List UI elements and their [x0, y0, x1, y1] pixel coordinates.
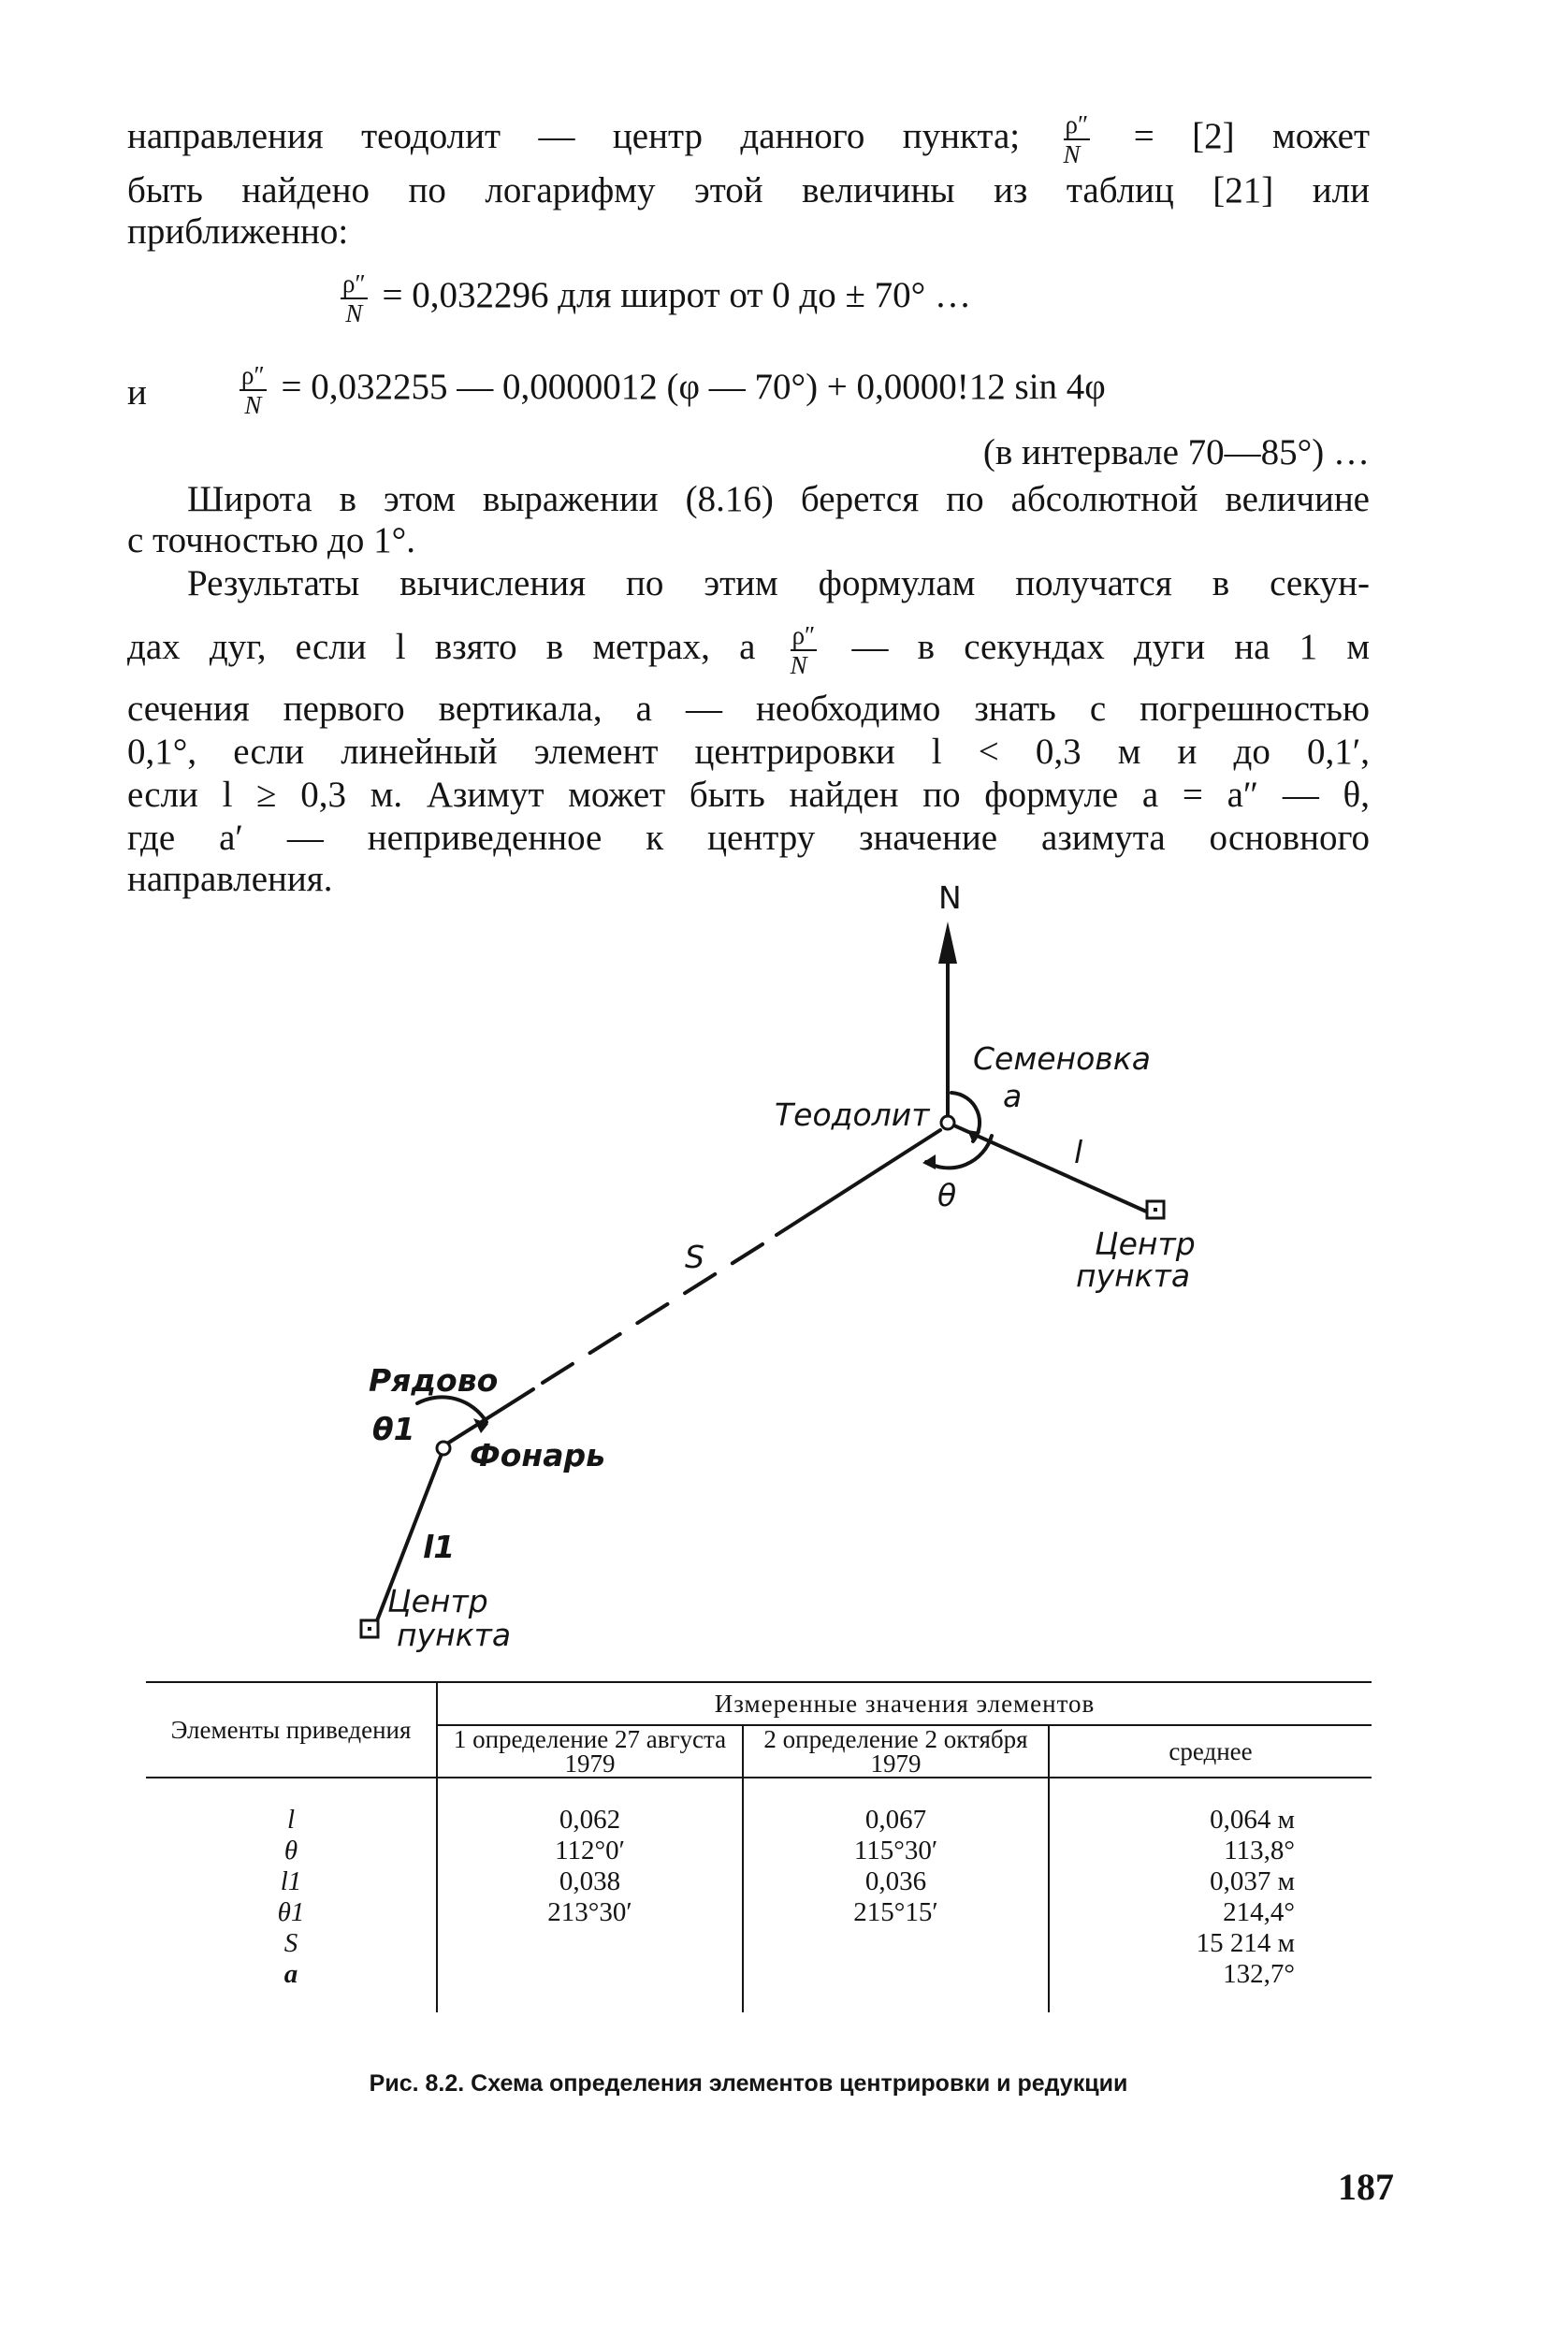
cell-mean: 0,064 м	[1210, 1805, 1295, 1835]
table-body	[146, 1778, 1372, 2012]
cell-def2	[743, 1959, 1049, 1990]
fraction-denominator: N	[244, 391, 262, 419]
fraction-numerator: ρ″	[1065, 110, 1089, 138]
cell-def1: 0,038	[437, 1866, 743, 1897]
cell-def1	[437, 1928, 743, 1959]
paragraph-2-line-3: сечения первого вертикала, a — необходимо знать с погрешностью	[127, 689, 1370, 729]
header-def2: 2 определение 2 октября 1979	[743, 1725, 1049, 1778]
table-row	[146, 1928, 1372, 1959]
s-label: S	[685, 1239, 704, 1275]
fraction-numerator: ρ″	[791, 621, 816, 649]
ryadovo-label: Рядово	[369, 1362, 499, 1399]
equation-text: = 0,032296 для широт от 0 до ± 70° …	[382, 274, 972, 315]
paragraph-2-line-1: Результаты вычисления по этим формулам получатся в секун-	[187, 563, 1370, 603]
equation-text: = 0,032255 — 0,0000012 (φ — 70°) + 0,0000!12 sin 4φ	[281, 366, 1106, 407]
center-label-1-line-1: Центр	[1095, 1226, 1196, 1262]
cell-element: a	[146, 1959, 437, 1990]
fraction-numerator: ρ″	[241, 361, 265, 389]
cell-mean: 132,7°	[1223, 1959, 1295, 1989]
fraction-denominator: N	[345, 299, 363, 327]
cell-def2: 215°15′	[743, 1897, 1049, 1928]
cell-def1: 0,062	[437, 1805, 743, 1836]
text-span: направления теодолит — центр данного пункта;	[127, 115, 1021, 156]
cell-mean: 15 214 м	[1196, 1928, 1295, 1958]
teodolit-point	[941, 1116, 954, 1129]
paragraph-2-line-7: направления.	[127, 859, 333, 899]
fraction-denominator: N	[790, 651, 807, 679]
cell-def2: 115°30′	[743, 1836, 1049, 1866]
center-label-1-line-2: пункта	[1076, 1257, 1191, 1294]
header-elements: Элементы приведения	[146, 1682, 437, 1778]
paragraph-2-line-4: 0,1°, если линейный элемент центрировки l < 0,3 м и до 0,1′,	[127, 732, 1370, 772]
paragraph-1-line-2: с точностью до 1°.	[127, 520, 416, 560]
l-label: l	[1074, 1134, 1083, 1170]
cell-element: θ	[146, 1836, 437, 1866]
elements-table	[146, 1681, 1372, 2012]
table-row	[146, 1897, 1372, 1928]
center-marker-1	[1147, 1201, 1164, 1218]
center-label-2-line-2: пункта	[397, 1617, 512, 1653]
text-span: = [2] может	[1133, 115, 1371, 156]
center-marker-2	[361, 1620, 378, 1637]
cell-element: S	[146, 1928, 437, 1959]
theta1-label: θ1	[372, 1411, 415, 1447]
paragraph-2-line-5: если l ≥ 0,3 м. Азимут может быть найден по формуле a = a″ — θ,	[127, 775, 1370, 815]
table-row	[146, 1866, 1372, 1897]
arc-theta	[926, 1136, 992, 1168]
cell-def1: 213°30′	[437, 1897, 743, 1928]
cell-mean: 113,8°	[1224, 1836, 1295, 1865]
paragraph-2-line-6: где a′ — неприведенное к центру значение азимута основного	[127, 818, 1370, 858]
azimuth-a-label: a	[1003, 1078, 1023, 1114]
teodolit-to-center-line	[948, 1123, 1153, 1214]
fonar-label: Фонарь	[470, 1437, 605, 1473]
semenovka-label: Семеновка	[973, 1040, 1151, 1077]
table-row	[146, 1836, 1372, 1866]
header-measured: Измеренные значения элементов	[437, 1682, 1372, 1725]
cell-def2: 0,036	[743, 1866, 1049, 1897]
fonar-point	[437, 1442, 450, 1455]
paragraph-1-line-1: Широта в этом выражении (8.16) берется по абсолютной величине	[187, 479, 1370, 519]
arrowhead-theta	[922, 1154, 936, 1169]
text-span: — в секундах дуги на 1 м	[851, 626, 1370, 667]
fraction-denominator: N	[1063, 140, 1081, 168]
cell-def1	[437, 1959, 743, 1990]
cell-def2: 0,067	[743, 1805, 1049, 1836]
north-label: N	[938, 879, 962, 916]
cell-element: l	[146, 1805, 437, 1836]
cell-def2	[743, 1928, 1049, 1959]
theta-label: θ	[937, 1177, 957, 1213]
text-line-2: быть найдено по логарифму этой величины из таблиц [21] или	[127, 170, 1370, 210]
header-def1: 1 определение 27 августа 1979	[437, 1725, 743, 1778]
cell-element: θ1	[146, 1897, 437, 1928]
s-line-dashed	[543, 1244, 762, 1383]
header-mean: среднее	[1169, 1736, 1253, 1765]
center-label-2-line-1: Центр	[387, 1583, 488, 1619]
cell-def1: 112°0′	[437, 1836, 743, 1866]
north-arrowhead	[938, 922, 957, 964]
l1-label: l1	[423, 1529, 456, 1565]
equation-2-note: (в интервале 70—85°) …	[982, 432, 1370, 472]
table-row	[146, 1959, 1372, 1990]
cell-element: l1	[146, 1866, 437, 1897]
text-line-3: приближенно:	[127, 211, 349, 252]
s-line-solid-upper	[777, 1130, 940, 1235]
cell-mean: 214,4°	[1223, 1897, 1295, 1927]
equation-2-prefix: и	[127, 372, 147, 413]
arc-theta1	[417, 1397, 486, 1422]
figure-caption: Рис. 8.2. Схема определения элементов центрировки и редукции	[369, 2070, 1128, 2097]
teodolit-label: Теодолит	[775, 1096, 930, 1133]
fraction-numerator: ρ″	[342, 269, 366, 298]
table-row	[146, 1805, 1372, 1836]
cell-mean: 0,037 м	[1210, 1866, 1295, 1896]
text-span: дах дуг, если l взято в метрах, а	[127, 626, 756, 667]
page-number: 187	[1338, 2166, 1394, 2208]
